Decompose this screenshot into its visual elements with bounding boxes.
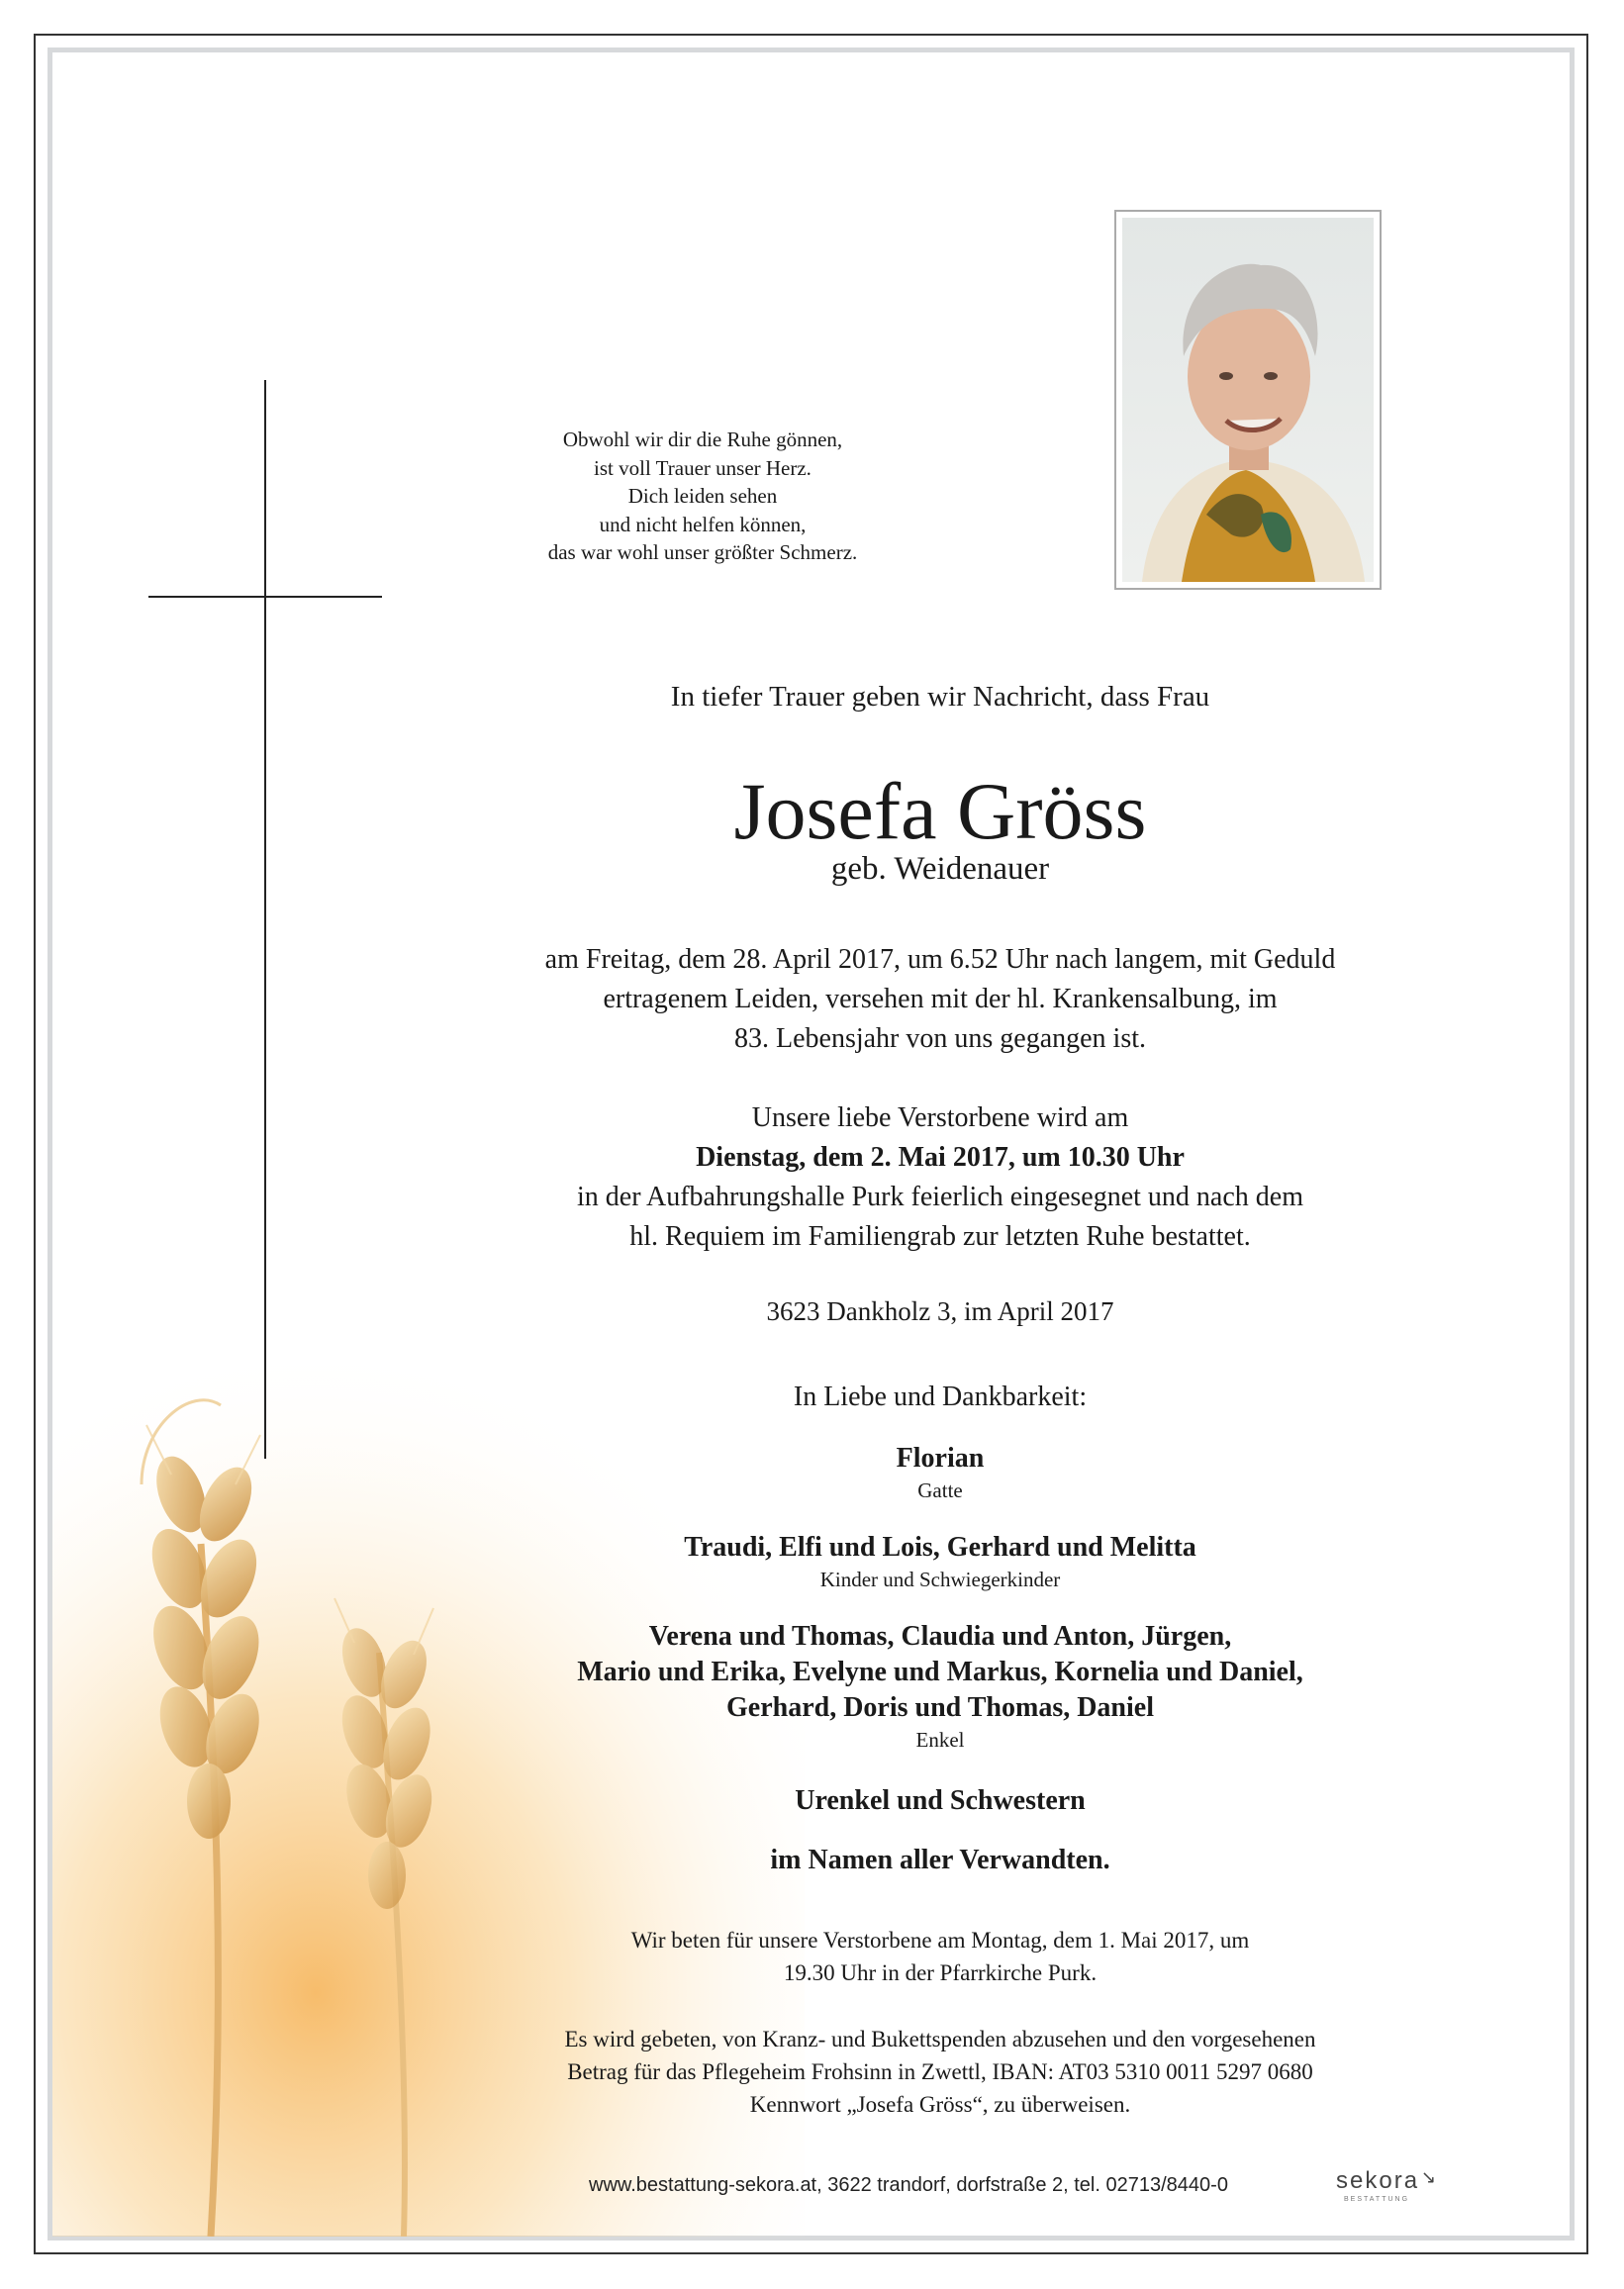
poem-line: Obwohl wir dir die Ruhe gönnen, [562,428,843,451]
family-group [396,1843,1484,1878]
family-group [396,1530,1484,1593]
sekora-logo [1336,2167,1438,2195]
death-notice [396,940,1484,1059]
poem-line: Dich leiden sehen [627,484,778,508]
death-notice-line: ertragenem Leiden, versehen mit der hl. Krankensalbung, im [603,984,1278,1014]
family-names: Urenkel und Schwestern [795,1785,1086,1816]
family-role: Enkel [915,1728,965,1752]
family-names: Florian [896,1443,985,1474]
deceased-name: Josefa Gröss [733,766,1147,856]
funeral-line: in der Aufbahrungshalle Purk feierlich eingesegnet und nach dem [577,1182,1303,1212]
family-names: im Namen aller Verwandten. [770,1845,1110,1875]
donation-line: Betrag für das Pflegeheim Frohsinn in Zwettl, IBAN: AT03 5310 0011 5297 0680 [567,2059,1313,2084]
family-names: Traudi, Elfi und Lois, Gerhard und Melitta [684,1532,1196,1563]
poem-line: und nicht helfen können, [599,512,807,536]
prayer-line: 19.30 Uhr in der Pfarrkirche Purk. [783,1960,1098,1985]
funeral-line: Unsere liebe Verstorbene wird am [751,1102,1129,1133]
maiden-name: geb. Weidenauer [830,851,1050,887]
family-names: Verena und Thomas, Claudia und Anton, Jürgen, [648,1621,1232,1652]
donation-notice [396,2023,1484,2121]
footer-contact: www.bestattung-sekora.at, 3622 trandorf, dorfstraße 2, tel. 02713/8440-0 [589,2174,1228,2196]
family-group [396,1619,1484,1754]
family-names: Gerhard, Doris und Thomas, Daniel [726,1692,1154,1723]
death-notice-line: 83. Lebensjahr von uns gegangen ist. [733,1023,1147,1054]
family-role: Gatte [917,1478,963,1502]
family-group [396,1441,1484,1504]
funeral-line: hl. Requiem im Familiengrab zur letzten Ruhe bestattet. [629,1221,1251,1252]
thanks-heading: In Liebe und Dankbarkeit: [793,1382,1088,1412]
portrait-frame [1114,210,1382,590]
funeral-date: Dienstag, dem 2. Mai 2017, um 10.30 Uhr [696,1142,1185,1173]
prayer-line: Wir beten für unsere Verstorbene am Montag, dem 1. Mai 2017, um [630,1928,1250,1953]
cross-vertical [264,380,266,1459]
family-names: Mario und Erika, Evelyne und Markus, Kornelia und Daniel, [577,1657,1303,1687]
place-date: 3623 Dankholz 3, im April 2017 [766,1296,1114,1326]
poem-line: das war wohl unser größter Schmerz. [547,540,858,564]
family-role: Kinder und Schwiegerkinder [819,1568,1061,1591]
cross-horizontal [148,596,382,598]
bird-icon: ↘ [1421,2167,1439,2187]
funeral-notice [396,1098,1484,1257]
logo-text: sekora [1336,2167,1420,2194]
poem-line: ist voll Trauer unser Herz. [594,455,812,480]
poem [475,426,930,567]
death-notice-line: am Freitag, dem 28. April 2017, um 6.52 Uhr nach langem, mit Geduld [544,944,1336,975]
donation-line: Es wird gebeten, von Kranz- und Bukettspenden abzusehen und den vorgesehenen [564,2027,1316,2051]
intro-text: In tiefer Trauer geben wir Nachricht, dass Frau [670,681,1210,713]
prayer-notice [396,1924,1484,1989]
donation-line: Kennwort „Josefa Gröss“, zu überweisen. [749,2092,1131,2117]
portrait-photo [1122,218,1374,582]
family-group [396,1783,1484,1819]
logo-subtitle: BESTATTUNG [1344,2196,1410,2203]
